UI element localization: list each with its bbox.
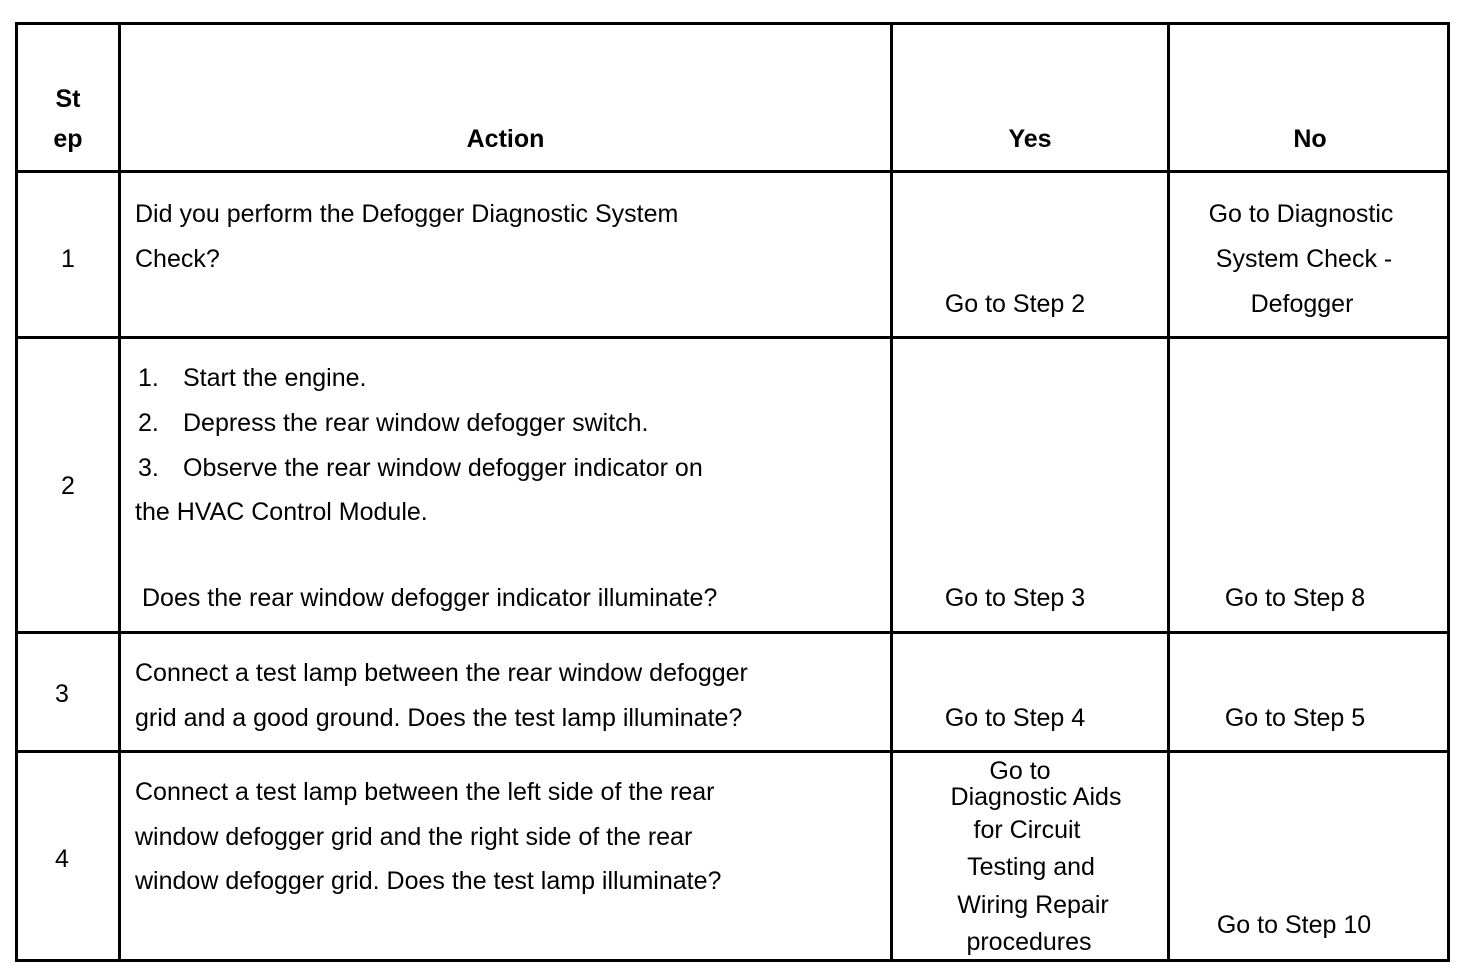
header-action: Action	[466, 125, 545, 153]
action-line: Did you perform the Defogger Diagnostic System	[135, 200, 679, 228]
no-result: Go to Step 10	[1216, 911, 1372, 939]
header-step	[18, 84, 118, 154]
header-no: No	[1293, 125, 1327, 153]
action-line: Connect a test lamp between the left side of the rear	[135, 778, 715, 806]
row-divider	[18, 750, 1447, 753]
yes-result-line: Testing and	[967, 853, 1095, 881]
yes-result-line: for Circuit	[973, 816, 1081, 844]
row-divider	[18, 631, 1447, 634]
yes-result: Go to Step 3	[944, 584, 1086, 612]
step-number: 1	[61, 245, 75, 273]
action-line: the HVAC Control Module.	[135, 498, 428, 526]
no-result: Go to Step 8	[1224, 584, 1366, 612]
step-number: 4	[55, 845, 69, 873]
step-number: 3	[55, 680, 69, 708]
column-divider	[118, 25, 121, 959]
yes-result: Go to Step 4	[944, 704, 1086, 732]
action-line: window defogger grid and the right side of the rear	[135, 823, 693, 851]
no-result-line: Go to Diagnostic	[1208, 200, 1394, 228]
no-result: Go to Step 5	[1224, 704, 1366, 732]
diagnostic-table	[15, 22, 1450, 962]
no-result-line: Defogger	[1250, 290, 1354, 318]
list-item-text: Start the engine.	[183, 364, 367, 392]
action-question: Does the rear window defogger indicator illuminate?	[142, 584, 718, 612]
header-step-line: St	[55, 85, 81, 113]
list-item-number: 3.	[138, 454, 159, 482]
row-divider	[18, 336, 1447, 339]
action-line: grid and a good ground. Does the test lamp illuminate?	[135, 704, 743, 732]
column-divider	[1167, 25, 1170, 959]
action-line: Connect a test lamp between the rear window defogger	[135, 659, 748, 687]
action-line: window defogger grid. Does the test lamp illuminate?	[135, 867, 722, 895]
no-result-line: System Check -	[1215, 245, 1393, 273]
list-item-number: 2.	[138, 409, 159, 437]
list-item-text: Depress the rear window defogger switch.	[183, 409, 649, 437]
list-item-number: 1.	[138, 364, 159, 392]
yes-result: Go to Step 2	[944, 290, 1086, 318]
header-step-line: ep	[53, 125, 83, 153]
action-line: Check?	[135, 245, 220, 273]
header-yes: Yes	[1008, 125, 1052, 153]
yes-result-line: Go to	[989, 757, 1051, 785]
row-divider	[18, 170, 1447, 173]
yes-result-line: Wiring Repair	[957, 891, 1109, 919]
yes-result-line: Diagnostic Aids	[950, 783, 1122, 811]
list-item-text: Observe the rear window defogger indicator on	[183, 454, 703, 482]
yes-result-line: procedures	[966, 928, 1092, 956]
step-number: 2	[61, 472, 75, 500]
